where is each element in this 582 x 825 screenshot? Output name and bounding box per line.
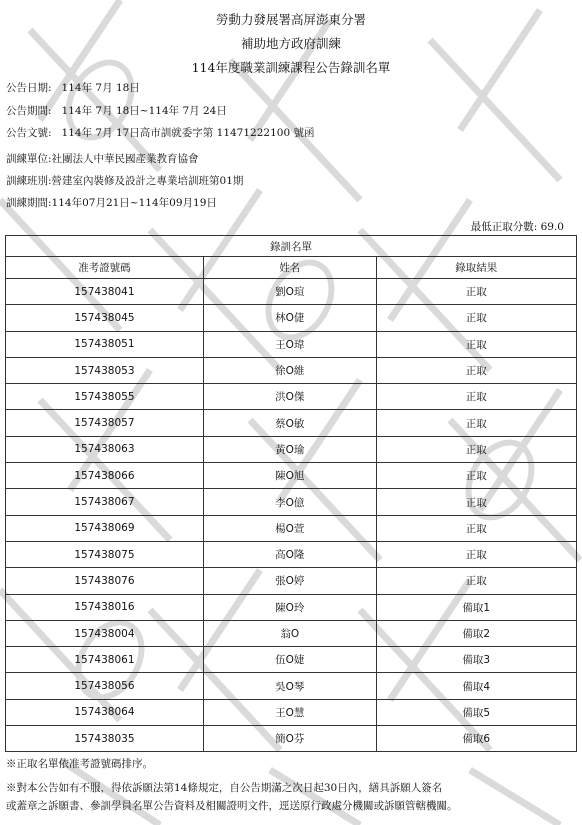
- exam-id-cell: 157438075: [6, 541, 204, 567]
- exam-id-cell: 157438055: [6, 384, 204, 410]
- name-cell: 簡O芬: [203, 726, 376, 752]
- result-cell: 正取: [376, 463, 576, 489]
- announcement-date-label: 公告日期:: [6, 82, 52, 94]
- name-cell: 高O隆: [203, 541, 376, 567]
- document-title: 114年度職業訓練課程公告錄訓名單: [191, 60, 391, 75]
- sort-note: ※正取名單依准考證號碼排序。: [6, 758, 153, 770]
- result-cell: 備取1: [376, 594, 576, 620]
- exam-id-cell: 157438004: [6, 620, 204, 646]
- table-row: [6, 541, 577, 567]
- table-row: [6, 384, 577, 410]
- table-row: [6, 620, 577, 646]
- column-header-name: 姓名: [203, 257, 376, 279]
- name-cell: 劉O瑄: [203, 279, 376, 305]
- table-caption: 錄訓名單: [6, 236, 577, 257]
- training-period: [6, 196, 217, 210]
- table-row: [6, 515, 577, 541]
- result-cell: 備取4: [376, 673, 576, 699]
- name-cell: 伍O婕: [203, 647, 376, 673]
- appeal-note-line-2: 或蓋章之訴願書、參訓學員名單公告資料及相關證明文件，逕送原行政處分機關或訴願管轄機關。: [6, 800, 458, 812]
- result-cell: 備取2: [376, 620, 576, 646]
- exam-id-cell: 157438041: [6, 279, 204, 305]
- result-cell: 正取: [376, 279, 576, 305]
- name-cell: 張O婷: [203, 568, 376, 594]
- announcement-period-label: 公告期間:: [6, 105, 52, 117]
- name-cell: 王O慧: [203, 699, 376, 725]
- training-class-value: 營建室內裝修及設計之專業培訓班第01期: [51, 175, 244, 187]
- result-cell: 正取: [376, 568, 576, 594]
- name-cell: 黃O瑜: [203, 436, 376, 462]
- table-row: [6, 647, 577, 673]
- table-row: [6, 726, 577, 752]
- exam-id-cell: 157438066: [6, 463, 204, 489]
- min-score: 最低正取分數: 69.0: [470, 221, 564, 233]
- table-row: [6, 699, 577, 725]
- training-period-label: 訓練期間:: [6, 197, 52, 209]
- exam-id-cell: 157438057: [6, 410, 204, 436]
- name-cell: 李O億: [203, 489, 376, 515]
- program-title: 補助地方政府訓練: [240, 36, 341, 51]
- name-cell: 蔡O敏: [203, 410, 376, 436]
- exam-id-cell: 157438056: [6, 673, 204, 699]
- exam-id-cell: 157438016: [6, 594, 204, 620]
- exam-id-cell: 157438053: [6, 357, 204, 383]
- result-cell: 正取: [376, 489, 576, 515]
- exam-id-cell: 157438045: [6, 305, 204, 331]
- result-cell: 正取: [376, 384, 576, 410]
- column-header-result: 錄取結果: [376, 257, 576, 279]
- table-row: [6, 331, 577, 357]
- training-class: [6, 174, 243, 188]
- announcement-doc-no-label: 公告文號:: [6, 127, 52, 139]
- appeal-note-line-1: ※對本公告如有不服，得依訴願法第14條規定，自公告期滿之次日起30日內，繕具訴願人簽名: [6, 782, 443, 794]
- exam-id-cell: 157438067: [6, 489, 204, 515]
- announcement-period-value: 114年 7月 18日~114年 7月 24日: [61, 105, 227, 117]
- result-cell: 正取: [376, 541, 576, 567]
- table-row: [6, 436, 577, 462]
- result-cell: 正取: [376, 305, 576, 331]
- table-row: [6, 594, 577, 620]
- name-cell: 林O倢: [203, 305, 376, 331]
- result-cell: 備取5: [376, 699, 576, 725]
- exam-id-cell: 157438063: [6, 436, 204, 462]
- name-cell: 王O瑋: [203, 331, 376, 357]
- header: [0, 8, 582, 80]
- name-cell: 翁O: [203, 620, 376, 646]
- training-unit: [6, 152, 199, 166]
- column-header-exam-id: 准考證號碼: [6, 257, 204, 279]
- result-cell: 正取: [376, 357, 576, 383]
- result-cell: 正取: [376, 436, 576, 462]
- table-row: [6, 357, 577, 383]
- result-cell: 備取6: [376, 726, 576, 752]
- name-cell: 楊O萱: [203, 515, 376, 541]
- training-class-label: 訓練班別:: [6, 175, 52, 187]
- agency-title: 勞動力發展署高屏澎東分署: [215, 12, 366, 27]
- training-period-value: 114年07月21日~114年09月19日: [51, 197, 217, 209]
- announcement-doc-no-value: 114年 7月 17日高市訓就委字第 11471222100 號函: [61, 127, 315, 139]
- exam-id-cell: 157438035: [6, 726, 204, 752]
- exam-id-cell: 157438051: [6, 331, 204, 357]
- exam-id-cell: 157438076: [6, 568, 204, 594]
- name-cell: 陳O玲: [203, 594, 376, 620]
- exam-id-cell: 157438069: [6, 515, 204, 541]
- announcement-date-value: 114年 7月 18日: [61, 82, 140, 94]
- name-cell: 洪O傑: [203, 384, 376, 410]
- training-unit-label: 訓練單位:: [6, 153, 52, 165]
- training-unit-value: 社團法人中華民國產業教育協會: [51, 153, 199, 165]
- table-row: [6, 568, 577, 594]
- announcement-doc-no: [6, 126, 314, 140]
- exam-id-cell: 157438061: [6, 647, 204, 673]
- result-cell: 備取3: [376, 647, 576, 673]
- table-row: [6, 305, 577, 331]
- name-cell: 陳O旭: [203, 463, 376, 489]
- table-row: [6, 673, 577, 699]
- announcement-date: [6, 81, 140, 95]
- exam-id-cell: 157438064: [6, 699, 204, 725]
- announcement-period: [6, 104, 227, 118]
- table-row: [6, 410, 577, 436]
- name-cell: 吳O琴: [203, 673, 376, 699]
- result-cell: 正取: [376, 331, 576, 357]
- table-row: [6, 463, 577, 489]
- table-body: [6, 279, 577, 752]
- roster-table: [5, 235, 577, 752]
- result-cell: 正取: [376, 515, 576, 541]
- result-cell: 正取: [376, 410, 576, 436]
- table-row: [6, 279, 577, 305]
- table-row: [6, 489, 577, 515]
- name-cell: 徐O維: [203, 357, 376, 383]
